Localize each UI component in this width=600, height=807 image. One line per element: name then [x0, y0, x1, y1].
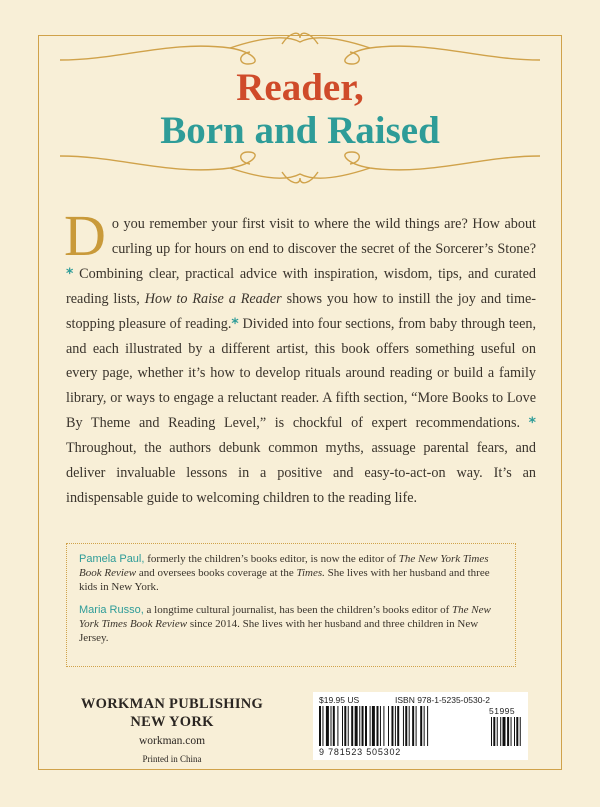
barcode-bar — [333, 706, 335, 746]
publication-italic: The New York Times Book Review — [79, 603, 491, 630]
author-bio-paul — [79, 552, 503, 595]
addon-bar — [511, 717, 512, 746]
bottom-flourish-ornament — [0, 146, 600, 186]
barcode-bar — [322, 706, 323, 746]
barcode-bar — [391, 706, 393, 746]
addon-bar — [500, 717, 501, 746]
barcode-digits: 9 781523 505302 — [319, 747, 402, 757]
isbn-label: ISBN 978-1-5235-0530-2 — [395, 695, 490, 705]
barcode-bar — [365, 706, 367, 746]
barcode-bar — [348, 706, 349, 746]
addon-bar — [493, 717, 495, 746]
star-separator-icon: * — [528, 415, 536, 432]
description-sentence-4: Throughout, the authors debunk common myths, assuage parental fears, and deliver invaluable lessons in a positive and easy-to-act-on way. It’s an indispensable guide to welcoming children to the reading life. — [66, 440, 536, 506]
barcode-bar — [409, 706, 410, 746]
addon-bar — [503, 717, 506, 746]
barcode-bar — [331, 706, 332, 746]
barcode-addon: 51995 — [489, 706, 516, 716]
description-sentence-1: o you remember your first visit to where the wild things are? How about curling up for hours on end to discover the secret of the Sorcerer’s Stone? — [111, 216, 536, 257]
barcode-bar — [427, 706, 428, 746]
author-bio-russo — [79, 603, 503, 646]
publisher-block — [66, 695, 278, 766]
bio-text: and oversees books coverage at the — [138, 567, 294, 580]
bio-text: She lives with her husband and three kids in New York. — [79, 567, 490, 594]
title-line-1: Reader, — [236, 66, 364, 109]
addon-bar — [516, 717, 518, 746]
barcode-bar — [342, 706, 343, 746]
addon-bar — [491, 717, 492, 746]
barcode-bar — [420, 706, 422, 746]
barcode-bar — [326, 706, 329, 746]
barcode-bar — [383, 706, 384, 746]
barcode-bar — [351, 706, 353, 746]
author-name: Maria Russo, — [79, 603, 144, 616]
author-bios — [66, 543, 516, 667]
addon-bar — [514, 717, 515, 746]
barcode-bar — [372, 706, 375, 746]
bio-text: a longtime cultural journalist, has been the children’s books editor of — [146, 603, 450, 616]
drop-cap: D — [64, 203, 106, 268]
barcode-bar — [412, 706, 414, 746]
barcode-bar — [362, 706, 364, 746]
barcode-bar — [403, 706, 404, 746]
description-sentence-2b: shows you how to instill the joy and time-stopping pleasure of reading. — [66, 290, 537, 332]
barcode-bar — [416, 706, 417, 746]
addon-bar — [507, 717, 509, 746]
top-flourish-ornament — [0, 30, 600, 70]
bio-text: since 2014. She lives with her husband and three children in New Jersey. — [79, 617, 479, 645]
barcode-bar — [424, 706, 425, 746]
star-separator-icon: * — [231, 315, 239, 332]
bio-text: formerly the children’s books editor, is now the editor of — [147, 553, 397, 565]
publisher-name: WORKMAN PUBLISHING — [80, 696, 264, 712]
publisher-city: NEW YORK — [130, 714, 214, 730]
barcode-bar — [337, 706, 338, 746]
author-name: Pamela Paul, — [79, 553, 145, 565]
description-sentence-3: Divided into four sections, from baby through teen, and each illustrated by a different artist, this book offers something useful on every page, whether it’s how to develop rituals around reading or build a family library, or ways to engage a reluctant reader. A fifth section, “More Books to Love By Theme and Reading Level,” is chockful of expert recommendations. — [66, 315, 537, 432]
barcode-bar — [405, 706, 407, 746]
book-title-italic: How to Raise a Reader — [144, 290, 282, 307]
barcode-bar — [377, 706, 379, 746]
barcode-bar — [319, 706, 321, 746]
printed-in: Printed in China — [142, 754, 202, 764]
book-description — [64, 203, 537, 511]
barcode-bar — [370, 706, 371, 746]
description-sentence-2a: Combining clear, practical advice with inspiration, wisdom, tips, and curated reading lists, — [66, 265, 537, 307]
barcode-bar — [355, 706, 358, 746]
star-separator-icon: * — [66, 265, 74, 282]
barcode-bar — [359, 706, 360, 746]
barcode-bar — [380, 706, 381, 746]
addon-bar — [497, 717, 498, 746]
barcode-bar — [395, 706, 396, 746]
addon-bar — [520, 717, 521, 746]
publication-italic: The New York Times Book Review — [79, 553, 489, 580]
title-line-2: Born and Raised — [160, 109, 440, 152]
barcode-bar — [397, 706, 399, 746]
price-label: $19.95 US — [319, 695, 360, 705]
barcode-panel — [313, 692, 528, 760]
publication-italic: Times. — [296, 567, 325, 580]
barcode-bar — [344, 706, 346, 746]
barcode-bar — [388, 706, 389, 746]
publisher-url: workman.com — [138, 735, 206, 747]
